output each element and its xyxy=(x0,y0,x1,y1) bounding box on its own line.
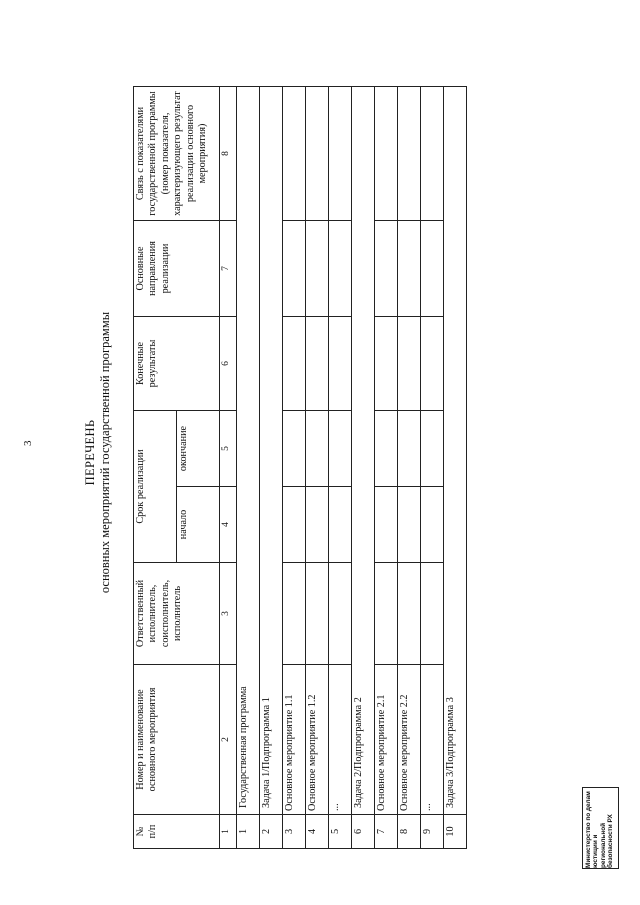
empty-cell xyxy=(398,317,421,411)
empty-cell xyxy=(375,317,398,411)
empty-cell xyxy=(283,221,306,317)
column-number: 5 xyxy=(220,411,237,487)
empty-cell xyxy=(421,317,444,411)
header-name: Номер и наименование основного мероприятия xyxy=(134,665,220,815)
table-row xyxy=(398,87,421,849)
empty-cell xyxy=(329,87,352,221)
header-period: Срок реализации xyxy=(134,411,177,563)
column-number: 4 xyxy=(220,487,237,563)
column-number: 6 xyxy=(220,317,237,411)
column-number: 1 xyxy=(220,815,237,849)
empty-cell xyxy=(375,221,398,317)
row-number: 6 xyxy=(352,815,375,849)
empty-cell xyxy=(398,563,421,665)
table-row xyxy=(306,87,329,849)
empty-cell xyxy=(329,411,352,487)
header-period-end: окончание xyxy=(177,411,220,487)
empty-cell xyxy=(398,411,421,487)
stamp-text: Министерство по делам юстиции и региональной безопасности РХ xyxy=(585,791,615,868)
empty-cell xyxy=(398,87,421,221)
empty-cell xyxy=(398,221,421,317)
column-number: 2 xyxy=(220,665,237,815)
empty-cell xyxy=(306,487,329,563)
empty-cell xyxy=(283,563,306,665)
table-row xyxy=(260,87,283,849)
empty-cell xyxy=(375,563,398,665)
section-heading-cell: Государственная программа xyxy=(237,87,260,815)
empty-cell xyxy=(375,87,398,221)
section-heading-cell: Задача 3/Подпрограмма 3 xyxy=(444,87,467,815)
table-row xyxy=(329,87,352,849)
table-row xyxy=(283,87,306,849)
column-number: 7 xyxy=(220,221,237,317)
ministry-stamp xyxy=(582,787,619,869)
empty-cell xyxy=(421,221,444,317)
empty-cell xyxy=(306,411,329,487)
empty-cell xyxy=(283,87,306,221)
column-number: 8 xyxy=(220,87,237,221)
row-number: 3 xyxy=(283,815,306,849)
section-heading-cell: Задача 2/Подпрограмма 2 xyxy=(352,87,375,815)
empty-cell xyxy=(398,487,421,563)
activity-name-cell: Основное мероприятие 1.1 xyxy=(283,665,306,815)
document-title: ПЕРЕЧЕНЬ xyxy=(83,419,97,486)
empty-cell xyxy=(421,87,444,221)
section-heading-cell: Задача 1/Подпрограмма 1 xyxy=(260,87,283,815)
table-row xyxy=(375,87,398,849)
header-results: Конечные результаты xyxy=(134,317,220,411)
row-number: 4 xyxy=(306,815,329,849)
row-number: 5 xyxy=(329,815,352,849)
header-period-start: начало xyxy=(177,487,220,563)
row-number: 7 xyxy=(375,815,398,849)
empty-cell xyxy=(421,411,444,487)
table-row xyxy=(444,87,467,849)
empty-cell xyxy=(306,87,329,221)
empty-cell xyxy=(421,487,444,563)
empty-cell xyxy=(329,563,352,665)
column-number: 3 xyxy=(220,563,237,665)
activity-name-cell: ... xyxy=(329,665,352,815)
empty-cell xyxy=(306,563,329,665)
column-numbers-row xyxy=(220,87,237,849)
empty-cell xyxy=(283,411,306,487)
activities-table xyxy=(133,86,467,849)
empty-cell xyxy=(283,487,306,563)
empty-cell xyxy=(329,487,352,563)
empty-cell xyxy=(375,411,398,487)
header-directions: Основные направления реализации xyxy=(134,221,220,317)
empty-cell xyxy=(306,317,329,411)
document-subtitle: основных мероприятий государственной программы xyxy=(98,311,112,594)
header-link: Связь с показателями государственной программы (номер показателя, характеризующего результат реализации основного мероприятия) xyxy=(134,87,220,221)
empty-cell xyxy=(329,221,352,317)
header-responsible: Ответственный исполнитель, соисполнитель, исполнитель xyxy=(134,563,220,665)
empty-cell xyxy=(375,487,398,563)
activity-name-cell: ... xyxy=(421,665,444,815)
row-number: 10 xyxy=(444,815,467,849)
row-number: 2 xyxy=(260,815,283,849)
activity-name-cell: Основное мероприятие 2.2 xyxy=(398,665,421,815)
activity-name-cell: Основное мероприятие 2.1 xyxy=(375,665,398,815)
row-number: 1 xyxy=(237,815,260,849)
header-num: № п/п xyxy=(134,815,220,849)
page-number: 3 xyxy=(22,440,34,446)
table-row xyxy=(352,87,375,849)
table-row xyxy=(421,87,444,849)
empty-cell xyxy=(421,563,444,665)
activity-name-cell: Основное мероприятие 1.2 xyxy=(306,665,329,815)
empty-cell xyxy=(283,317,306,411)
empty-cell xyxy=(329,317,352,411)
row-number: 9 xyxy=(421,815,444,849)
table-row xyxy=(237,87,260,849)
row-number: 8 xyxy=(398,815,421,849)
empty-cell xyxy=(306,221,329,317)
